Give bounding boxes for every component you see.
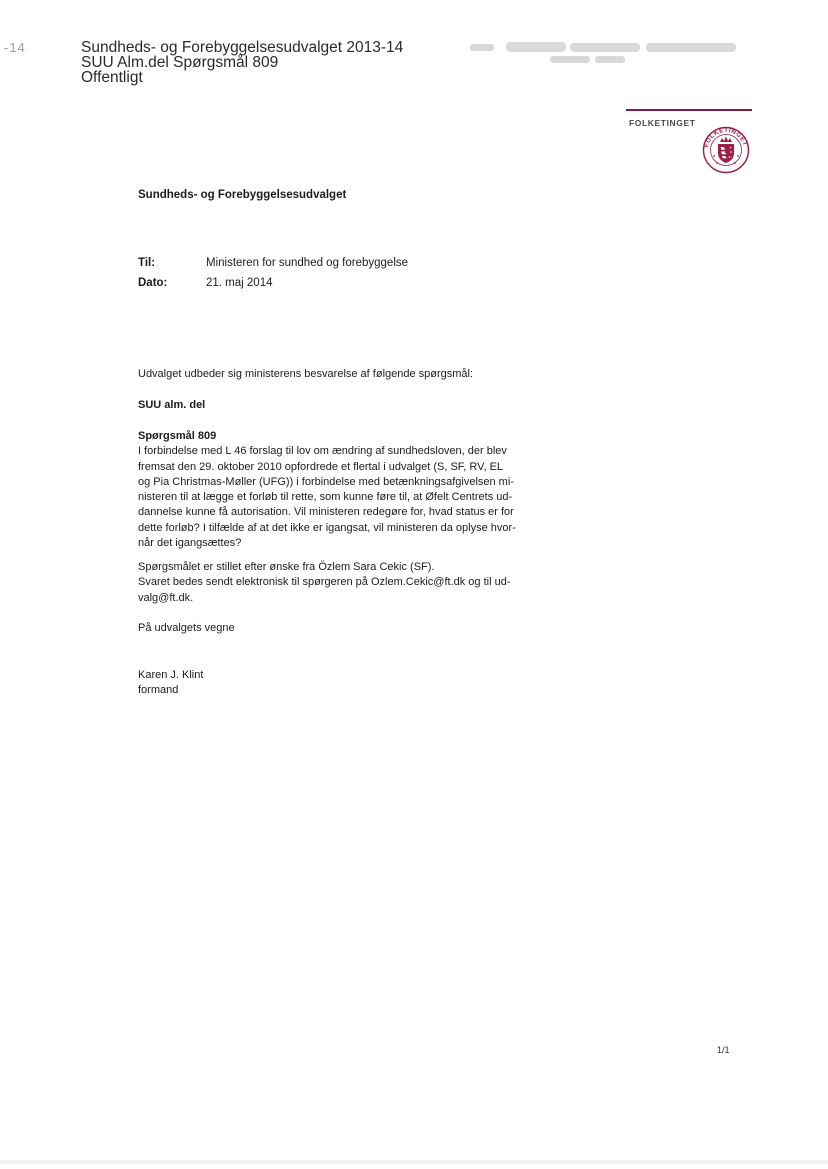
question-line: nisteren til at lægge et forløb til rette, som kunne føre til, at Øfelt Centrets ud- — [138, 491, 513, 504]
reply-instruction-line: valg@ft.dk. — [138, 591, 194, 604]
question-line: og Pia Christmas-Møller (UFG)) i forbindelse med betænkningsafgivelsen mi- — [138, 475, 514, 488]
date-label: Dato: — [138, 277, 168, 289]
question-line: fremsat den 29. oktober 2010 opfordrede et flertal i udvalget (S, SF, RV, EL — [138, 460, 504, 473]
question-heading: Spørgsmål 809 — [138, 430, 217, 442]
committee-heading: Sundheds- og Forebyggelsesudvalget — [138, 189, 347, 201]
stamp-public-label: Offentligt — [81, 69, 143, 86]
question-line: når det igangsættes? — [138, 537, 242, 550]
seal-arc-text: FOLKETINGET — [703, 126, 749, 149]
question-block — [138, 429, 516, 551]
scan-edge — [0, 1160, 828, 1164]
signatory-name: Karen J. Klint — [138, 669, 204, 681]
stamp-committee-session: Sundheds- og Forebyggelsesudvalget 2013-14 — [81, 39, 404, 56]
page-number: 1/1 — [717, 1045, 730, 1055]
date-value: 21. maj 2014 — [206, 277, 273, 289]
asker-block — [138, 560, 511, 606]
asker-line: Spørgsmålet er stillet efter ønske fra Özlem Sara Cekic (SF). — [138, 561, 435, 573]
document-stamp — [81, 40, 403, 85]
question-line: dette forløb? I tilfælde af at det ikke er igangsat, vil ministeren da oplyse hvor- — [138, 521, 516, 534]
folketinget-logo-text: FOLKETINGET — [629, 118, 696, 128]
logo-rule — [626, 109, 752, 111]
to-value: Ministeren for sundhed og forebyggelse — [206, 257, 409, 269]
smudge-graphic — [470, 38, 770, 68]
closing-line: På udvalgets vegne — [138, 622, 235, 634]
folketinget-seal-icon — [702, 126, 750, 174]
margin-fragment: -14 — [4, 40, 26, 55]
request-intro: Udvalget udbeder sig ministerens besvarelse af følgende spørgsmål: — [138, 368, 474, 380]
question-line: I forbindelse med L 46 forslag til lov om ændring af sundhedsloven, der blev — [138, 445, 507, 458]
question-line: dannelse kunne få autorisation. Vil ministeren redegøre for, hvad status er for — [138, 506, 514, 519]
signatory-title: formand — [138, 684, 179, 697]
reply-instruction-line: Svaret bedes sendt elektronisk til spørgeren på Ozlem.Cekic@ft.dk og til ud- — [138, 576, 511, 589]
signature-block — [138, 668, 203, 699]
show-through-smudge — [470, 38, 770, 68]
reference-label: SUU alm. del — [138, 399, 206, 411]
to-label: Til: — [138, 257, 156, 269]
stamp-question-ref: SUU Alm.del Spørgsmål 809 — [81, 54, 279, 71]
